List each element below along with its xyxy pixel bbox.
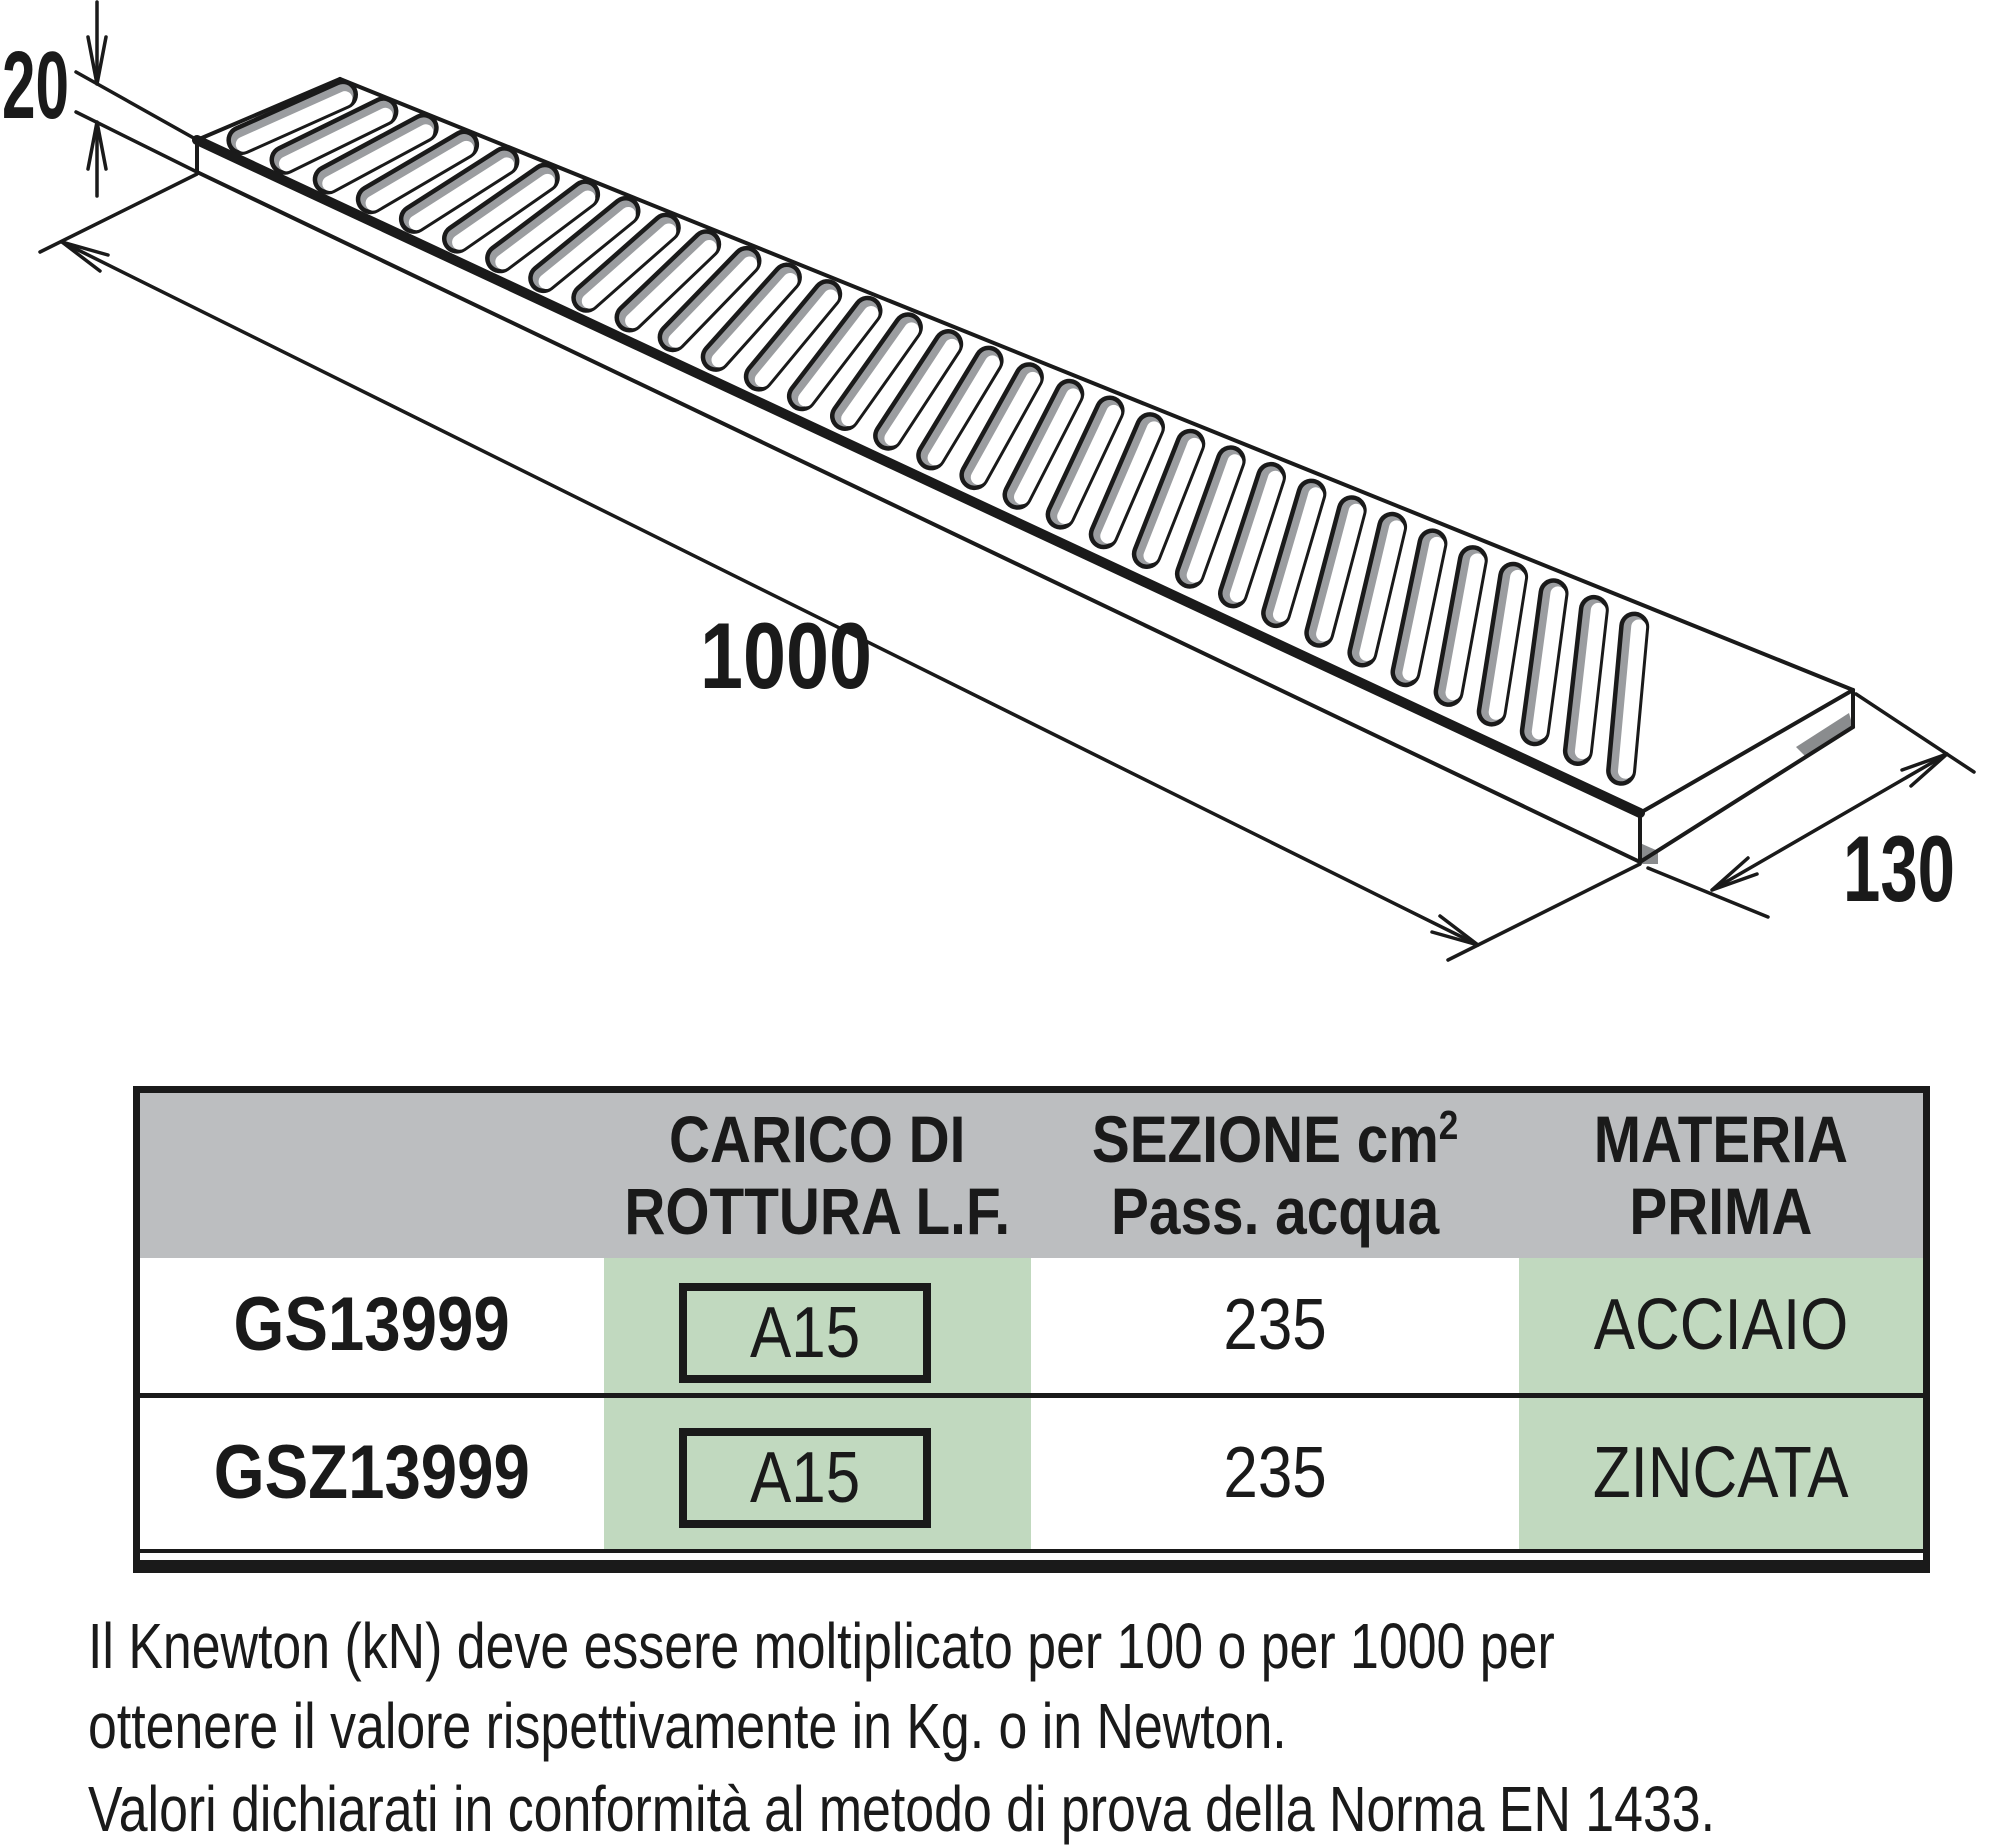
thickness-label: 20 — [2, 32, 69, 139]
dimension-thickness — [76, 2, 199, 196]
note-line-2: ottenere il valore rispettivamente in Kg. o in Newton. — [88, 1690, 1287, 1762]
load-class-value: A15 — [749, 1438, 861, 1518]
header-line: MATERIA — [1593, 1101, 1849, 1176]
spec-table — [133, 1086, 1930, 1573]
bottom-inner-line — [140, 1549, 1923, 1553]
header-line: PRIMA — [1629, 1173, 1813, 1248]
section-value: 235 — [1223, 1285, 1327, 1366]
load-class-badge — [679, 1428, 931, 1528]
product-code: GS13999 — [233, 1282, 511, 1368]
material-value: ZINCATA — [1593, 1433, 1849, 1514]
header-line: Pass. acqua — [1110, 1173, 1440, 1248]
product-code-cell — [140, 1398, 604, 1549]
bottom-outer-line — [133, 1560, 1930, 1573]
product-code: GSZ13999 — [213, 1430, 531, 1516]
header-line: CARICO DI — [669, 1101, 966, 1176]
section-value: 235 — [1223, 1433, 1327, 1514]
material-value: ACCIAIO — [1593, 1285, 1849, 1366]
superscript-2: 2 — [1438, 1101, 1459, 1148]
product-code-cell — [140, 1258, 604, 1393]
header-sezione — [1031, 1093, 1519, 1258]
header-line: SEZIONE cm — [1091, 1101, 1439, 1176]
material-cell — [1519, 1258, 1923, 1393]
section-cell — [1031, 1258, 1519, 1393]
load-class-value: A15 — [749, 1293, 861, 1373]
material-cell — [1519, 1398, 1923, 1549]
header-carico-di-rottura — [604, 1093, 1031, 1258]
header-materia-prima — [1519, 1093, 1923, 1258]
length-label: 1000 — [700, 603, 872, 708]
note-line-1: Il Knewton (kN) deve essere moltiplicato per 100 o per 1000 per — [88, 1610, 1555, 1682]
note-line-3: Valori dichiarati in conformità al metodo di prova della Norma EN 1433. — [88, 1773, 1716, 1845]
width-label: 130 — [1843, 816, 1955, 921]
header-line: ROTTURA L.F. — [624, 1173, 1011, 1248]
load-class-badge — [679, 1283, 931, 1383]
section-cell — [1031, 1398, 1519, 1549]
